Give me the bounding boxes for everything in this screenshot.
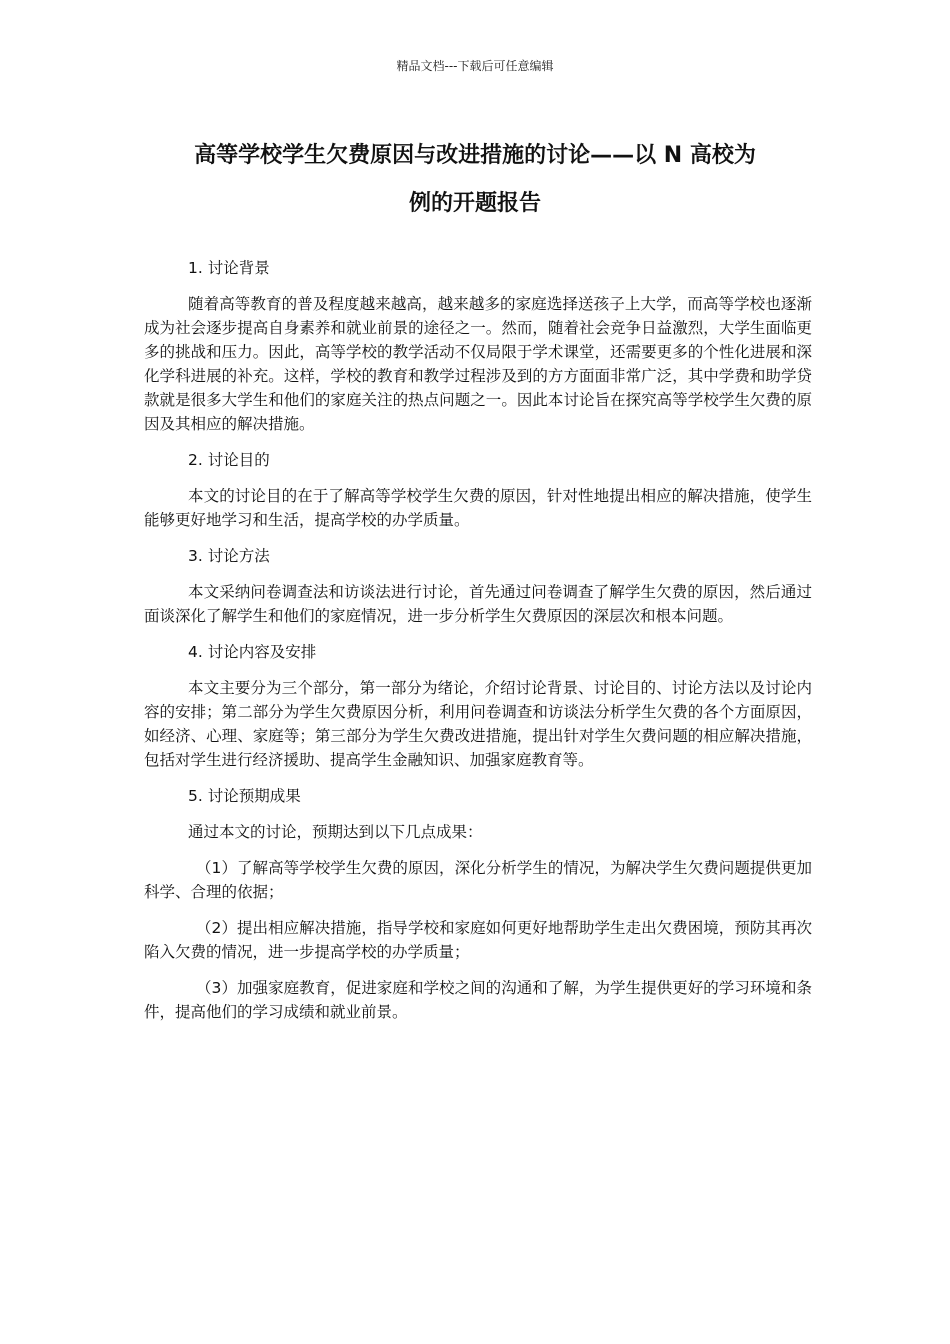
- section-background: [144, 256, 812, 436]
- section-paragraph: 通过本文的讨论，预期达到以下几点成果：: [188, 823, 483, 841]
- document-title: [140, 132, 810, 228]
- section-heading: 4. 讨论内容及安排: [188, 643, 317, 661]
- section-paragraph: 本文采纳问卷调查法和访谈法进行讨论，首先通过问卷调查了解学生欠费的原因，然后通过面谈深化了解学生和他们的家庭情况，进一步分析学生欠费原因的深层次和根本问题。: [144, 583, 812, 625]
- document-body: [144, 256, 812, 1036]
- section-method: [144, 544, 812, 628]
- section-content-arrangement: [144, 640, 812, 772]
- section-paragraph: 本文主要分为三个部分，第一部分为绪论，介绍讨论背景、讨论目的、讨论方法以及讨论内容的安排；第二部分为学生欠费原因分析，利用问卷调查和访谈法分析学生欠费的各个方面原因，如经济、心理、家庭等；第三部分为学生欠费改进措施，提出针对学生欠费问题的相应解决措施，包括对学生进行经济援助、提高学生金融知识、加强家庭教育等。: [144, 679, 812, 769]
- section-expected-results: [144, 784, 812, 1024]
- title-line-2: 例的开题报告: [408, 191, 541, 216]
- section-heading: 1. 讨论背景: [188, 259, 270, 277]
- title-line-1: 高等学校学生欠费原因与改进措施的讨论——以 N 高校为: [194, 143, 756, 168]
- list-item: （1）了解高等学校学生欠费的原因，深化分析学生的情况，为解决学生欠费问题提供更加科学、合理的依据；: [144, 859, 812, 901]
- section-paragraph: 本文的讨论目的在于了解高等学校学生欠费的原因，针对性地提出相应的解决措施，使学生能够更好地学习和生活，提高学校的办学质量。: [144, 487, 812, 529]
- section-paragraph: 随着高等教育的普及程度越来越高，越来越多的家庭选择送孩子上大学，而高等学校也逐渐成为社会逐步提高自身素养和就业前景的途径之一。然而，随着社会竞争日益激烈，大学生面临更多的挑战和压力。因此，高等学校的教学活动不仅局限于学术课堂，还需要更多的个性化进展和深化学科进展的补充。这样，学校的教育和教学过程涉及到的方方面面非常广泛，其中学费和助学贷款就是很多大学生和他们的家庭关注的热点问题之一。因此本讨论旨在探究高等学校学生欠费的原因及其相应的解决措施。: [144, 295, 812, 433]
- section-purpose: [144, 448, 812, 532]
- section-heading: 3. 讨论方法: [188, 547, 270, 565]
- list-item: （3）加强家庭教育，促进家庭和学校之间的沟通和了解，为学生提供更好的学习环境和条件，提高他们的学习成绩和就业前景。: [144, 979, 812, 1021]
- section-heading: 5. 讨论预期成果: [188, 787, 301, 805]
- list-item: （2）提出相应解决措施，指导学校和家庭如何更好地帮助学生走出欠费困境，预防其再次陷入欠费的情况，进一步提高学校的办学质量；: [144, 919, 812, 961]
- section-heading: 2. 讨论目的: [188, 451, 270, 469]
- header-note: 精品文档---下载后可任意编辑: [396, 59, 554, 73]
